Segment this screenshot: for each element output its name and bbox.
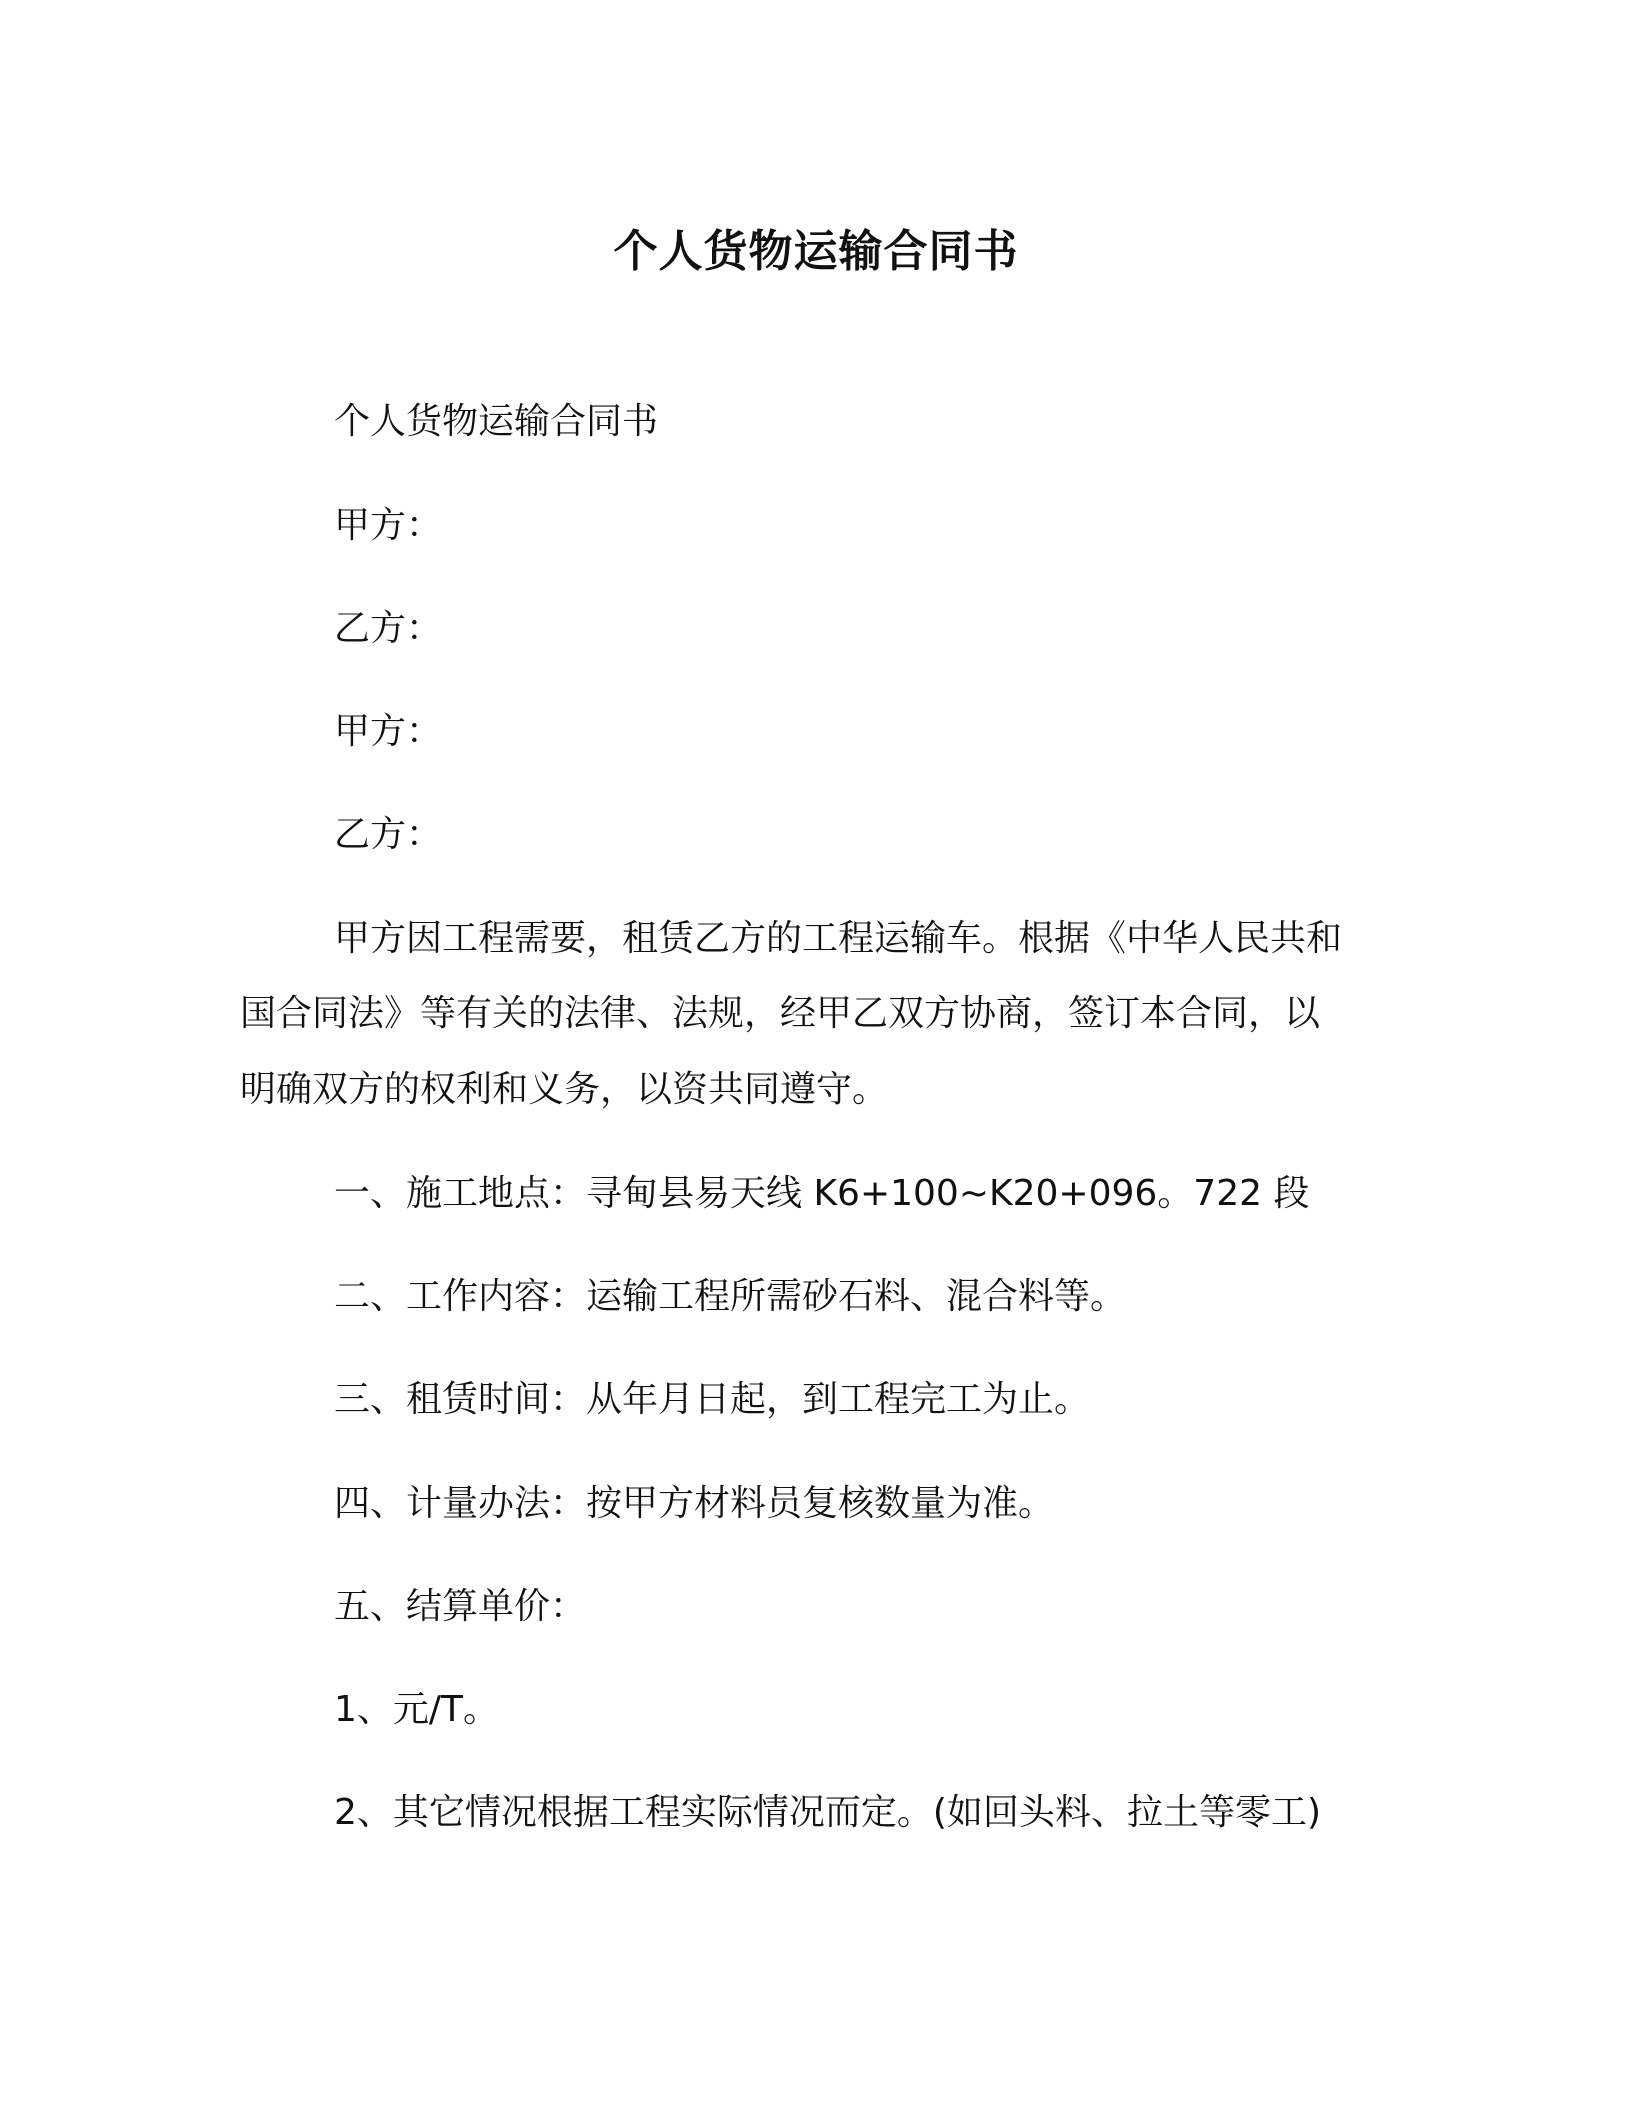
party-a-label: 甲方： bbox=[334, 711, 443, 752]
preamble-line: 国合同法》等有关的法律、法规，经甲乙双方协商，签订本合同，以 bbox=[240, 993, 1321, 1034]
document-title: 个人货物运输合同书 bbox=[613, 226, 1019, 277]
clause-lease-period: 三、租赁时间：从年月日起，到工程完工为止。 bbox=[334, 1379, 1091, 1420]
party-b-label: 乙方： bbox=[334, 814, 443, 855]
clause-construction-site: 一、施工地点：寻甸县易天线 K6+100~K20+096。722 段 bbox=[334, 1173, 1310, 1214]
party-a-label: 甲方： bbox=[334, 505, 443, 546]
preamble-line: 甲方因工程需要，租赁乙方的工程运输车。根据《中华人民共和 bbox=[334, 918, 1343, 959]
document-subtitle: 个人货物运输合同书 bbox=[334, 401, 659, 442]
clause-measurement-method: 四、计量办法：按甲方材料员复核数量为准。 bbox=[334, 1483, 1055, 1524]
clause-item: 2、其它情况根据工程实际情况而定。(如回头料、拉土等零工) bbox=[334, 1792, 1321, 1833]
party-b-label: 乙方： bbox=[334, 608, 443, 649]
clause-work-content: 二、工作内容：运输工程所需砂石料、混合料等。 bbox=[334, 1276, 1127, 1317]
clause-item: 1、元/T。 bbox=[334, 1689, 500, 1730]
clause-settlement-price: 五、结算单价： bbox=[334, 1586, 587, 1627]
preamble-line: 明确双方的权利和义务，以资共同遵守。 bbox=[240, 1069, 889, 1110]
